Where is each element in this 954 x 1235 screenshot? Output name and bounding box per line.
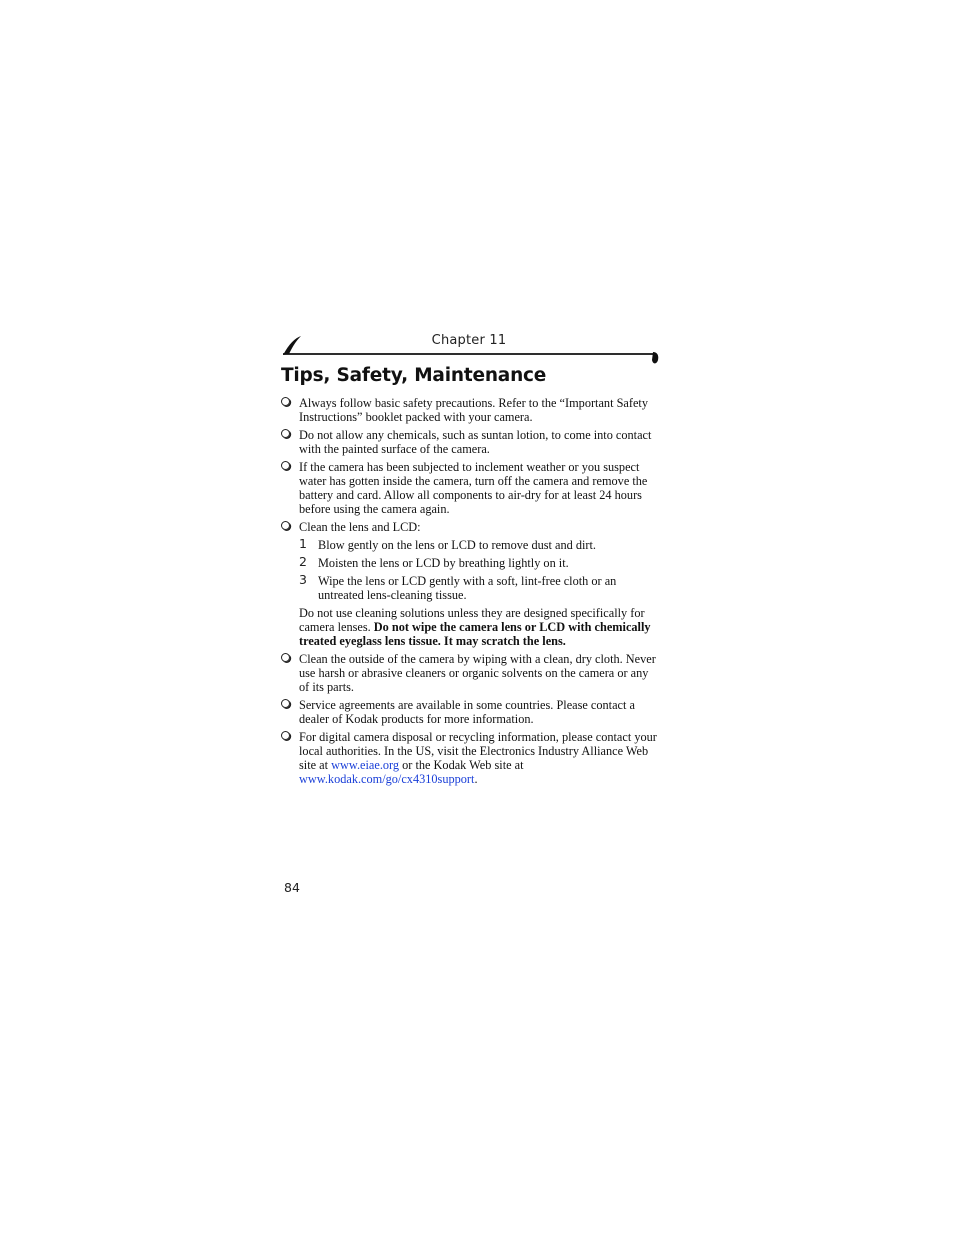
step-item: 2 Moisten the lens or LCD by breathing lightly on it.	[299, 554, 569, 570]
step-item: 3 Wipe the lens or LCD gently with a soft, lint-free cloth or an untreated lens-cleaning tissue.	[299, 572, 617, 602]
circle-bullet-icon	[281, 521, 290, 530]
tips-list	[281, 396, 659, 790]
step-item: 1 Blow gently on the lens or LCD to remove dust and dirt.	[299, 536, 597, 552]
lens-warning: Do not wipe the camera lens or LCD with chemically treated eyeglass lens tissue. It may scratch the lens.	[299, 620, 651, 648]
list-item: Service agreements are available in some countries. Please contact a dealer of Kodak products for more information.	[281, 698, 659, 726]
circle-bullet-icon	[281, 653, 290, 662]
circle-bullet-icon	[281, 429, 290, 438]
step-number: 3	[299, 572, 307, 587]
page-number: 84	[284, 880, 300, 895]
circle-bullet-icon	[281, 731, 290, 740]
step-number: 2	[299, 554, 307, 569]
chapter-label: Chapter 11	[431, 333, 507, 348]
list-item: Always follow basic safety precautions. Refer to the “Important Safety Instructions” booklet packed with your camera.	[281, 396, 659, 424]
list-item-clean-lens: Clean the lens and LCD: 1 Blow gently on the lens or LCD to remove dust and dirt. 2 Moisten the lens or LCD by breathing lightly on it. 3 Wipe the lens or LCD gently with a soft, lint-free cloth or an untreated lens-cleaning tissue. Do not use cleaning solutions unless they are designed specifically for camera lenses. Do not wipe the camera lens or LCD with chemically treated eyeglass lens tissue. It may scratch the lens.	[281, 520, 659, 648]
cleaning-steps	[299, 538, 659, 602]
step-number: 1	[299, 536, 307, 551]
chapter-header	[281, 330, 661, 364]
kodak-support-link[interactable]: www.kodak.com/go/cx4310support	[299, 772, 475, 786]
eiae-link[interactable]: www.eiae.org	[331, 758, 400, 772]
list-item: Clean the outside of the camera by wiping with a clean, dry cloth. Never use harsh or abrasive cleaners or organic solvents on the camera or any of its parts.	[281, 652, 659, 694]
page-title: Tips, Safety, Maintenance	[281, 365, 547, 386]
list-item-recycling: For digital camera disposal or recycling information, please contact your local authorities. In the US, visit the Electronics Industry Alliance Web site at www.eiae.org or the Kodak Web site at www.kodak.com/go/cx4310support.	[281, 730, 659, 786]
list-item: If the camera has been subjected to inclement weather or you suspect water has gotten inside the camera, turn off the camera and remove the battery and card. Allow all components to air-dry for at least 24 hours before using the camera again.	[281, 460, 659, 516]
circle-bullet-icon	[281, 699, 290, 708]
circle-bullet-icon	[281, 461, 290, 470]
circle-bullet-icon	[281, 397, 290, 406]
lens-cleaning-note: Do not use cleaning solutions unless they are designed specifically for camera lenses. Do not wipe the camera lens or LCD with chemically treated eyeglass lens tissue. It may scratch the lens.	[299, 606, 651, 648]
list-item: Do not allow any chemicals, such as suntan lotion, to come into contact with the painted surface of the camera.	[281, 428, 659, 456]
